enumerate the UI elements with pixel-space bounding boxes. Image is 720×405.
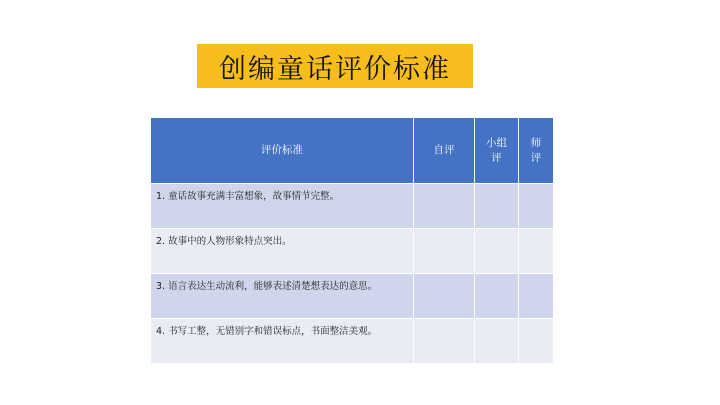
- table-row: [151, 319, 554, 364]
- criterion-cell: 3. 语言表达生动流利，能够表述清楚想表达的意思。: [151, 274, 414, 319]
- header-criteria: 评价标准: [151, 118, 414, 184]
- self-eval-cell[interactable]: [414, 184, 475, 229]
- group-eval-cell[interactable]: [475, 274, 519, 319]
- self-eval-cell[interactable]: [414, 319, 475, 364]
- page-title-text: 创编童话评价标准: [219, 53, 451, 85]
- header-self-eval: 自评: [414, 118, 475, 184]
- header-group-line2: 评: [491, 151, 502, 164]
- teacher-eval-cell[interactable]: [519, 274, 554, 319]
- teacher-eval-cell[interactable]: [519, 229, 554, 274]
- header-teacher-line1: 师: [530, 136, 542, 149]
- self-eval-cell[interactable]: [414, 229, 475, 274]
- header-group-eval: [475, 118, 519, 184]
- criterion-cell: 2. 故事中的人物形象特点突出。: [151, 229, 414, 274]
- teacher-eval-cell[interactable]: [519, 184, 554, 229]
- evaluation-table: [150, 117, 554, 364]
- table-row: [151, 229, 554, 274]
- table-header-row: [151, 118, 554, 184]
- self-eval-cell[interactable]: [414, 274, 475, 319]
- group-eval-cell[interactable]: [475, 229, 519, 274]
- table-row: [151, 274, 554, 319]
- teacher-eval-cell[interactable]: [519, 319, 554, 364]
- header-group-line1: 小组: [486, 136, 507, 149]
- header-teacher-eval: [519, 118, 554, 184]
- group-eval-cell[interactable]: [475, 319, 519, 364]
- page-title: [197, 44, 473, 88]
- group-eval-cell[interactable]: [475, 184, 519, 229]
- header-teacher-line2: 评: [530, 151, 542, 164]
- criterion-cell: 1. 童话故事充满丰富想象，故事情节完整。: [151, 184, 414, 229]
- criterion-cell: 4. 书写工整，无错别字和错误标点，书面整洁美观。: [151, 319, 414, 364]
- table-row: [151, 184, 554, 229]
